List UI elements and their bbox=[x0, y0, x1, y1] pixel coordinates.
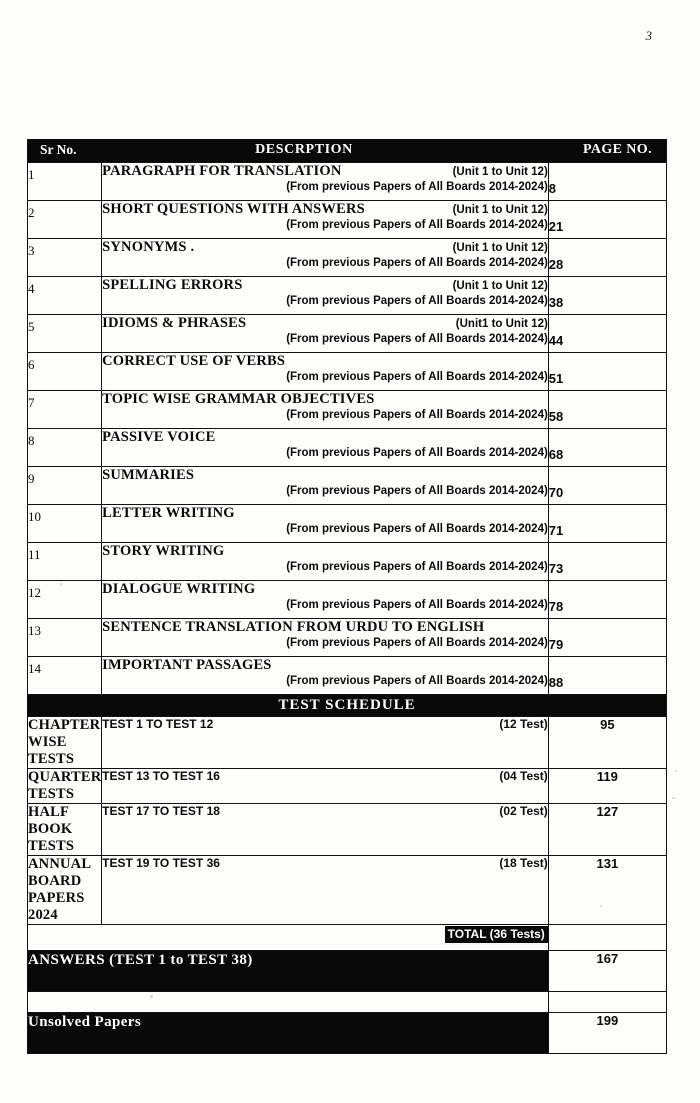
row-description-line1 bbox=[102, 619, 548, 636]
test-range-cell bbox=[102, 856, 549, 925]
row-sr-no-cell bbox=[28, 391, 102, 429]
test-count: (04 Test) bbox=[499, 769, 548, 783]
header-bar bbox=[28, 140, 666, 162]
test-schedule-band-row bbox=[28, 695, 667, 717]
test-range-inner bbox=[102, 769, 548, 783]
row-page-number: 70 bbox=[548, 485, 564, 500]
row-source-note: (From previous Papers of All Boards 2014-2024) bbox=[286, 181, 548, 193]
test-range: TEST 1 TO TEST 12 bbox=[102, 717, 214, 731]
row-description-cell bbox=[102, 657, 549, 695]
row-sr-no: 6 bbox=[28, 357, 35, 372]
row-title: PARAGRAPH FOR TRANSLATION bbox=[102, 163, 342, 179]
row-title: IMPORTANT PASSAGES bbox=[102, 657, 272, 673]
row-page-cell bbox=[548, 201, 666, 239]
test-range-cell bbox=[102, 804, 549, 856]
row-page-cell bbox=[548, 429, 666, 467]
row-page-number: 38 bbox=[548, 295, 564, 310]
row-unit-range: (Unit 1 to Unit 12) bbox=[452, 242, 548, 254]
table-row bbox=[28, 467, 667, 505]
total-cell bbox=[28, 925, 549, 951]
table-row bbox=[28, 429, 667, 467]
table-row bbox=[28, 201, 667, 239]
row-description-line1 bbox=[102, 163, 548, 180]
row-unit-range: (Unit 1 to Unit 12) bbox=[452, 166, 548, 178]
total-badge: TOTAL (36 Tests) bbox=[445, 926, 548, 943]
contents-rows bbox=[28, 163, 667, 695]
row-sr-no-cell bbox=[28, 505, 102, 543]
row-sr-no-cell bbox=[28, 315, 102, 353]
row-page-number: 51 bbox=[548, 371, 564, 386]
row-source-note: (From previous Papers of All Boards 2014-2024) bbox=[286, 485, 548, 497]
row-description-line1 bbox=[102, 429, 548, 446]
table-row bbox=[28, 505, 667, 543]
test-range-cell bbox=[102, 717, 549, 769]
row-sr-no: 5 bbox=[28, 319, 35, 334]
unsolved-label-cell bbox=[28, 1013, 549, 1054]
row-description-line1 bbox=[102, 505, 548, 522]
test-count: (12 Test) bbox=[499, 717, 548, 731]
test-count: (02 Test) bbox=[499, 804, 548, 818]
row-description-line1 bbox=[102, 391, 548, 408]
row-description-line1 bbox=[102, 581, 548, 598]
row-page-number: 71 bbox=[548, 523, 564, 538]
row-title: CORRECT USE OF VERBS bbox=[102, 353, 286, 369]
test-schedule-band: TEST SCHEDULE bbox=[28, 695, 666, 716]
row-page-number: 78 bbox=[548, 599, 564, 614]
row-description-line1 bbox=[102, 543, 548, 560]
row-description-cell bbox=[102, 163, 549, 201]
row-sr-no-cell bbox=[28, 543, 102, 581]
row-page-number: 73 bbox=[548, 561, 564, 576]
unsolved-papers-row bbox=[28, 1013, 667, 1054]
test-page-number: 131 bbox=[548, 856, 666, 925]
row-title: SHORT QUESTIONS WITH ANSWERS bbox=[102, 201, 365, 217]
row-description-cell bbox=[102, 277, 549, 315]
row-description-cell bbox=[102, 505, 549, 543]
test-range-cell bbox=[102, 769, 549, 804]
row-page-cell bbox=[548, 581, 666, 619]
row-sr-no: 12 bbox=[28, 585, 41, 600]
row-sr-no: 14 bbox=[28, 661, 41, 676]
row-description-line1 bbox=[102, 353, 548, 370]
row-sr-no: 11 bbox=[28, 547, 41, 562]
spacer-page-cell bbox=[548, 992, 666, 1013]
spacer-cell bbox=[28, 992, 549, 1013]
row-title: STORY WRITING bbox=[102, 543, 225, 559]
row-unit-range: (Unit1 to Unit 12) bbox=[455, 318, 548, 330]
test-schedule-rows bbox=[28, 717, 667, 925]
row-page-cell bbox=[548, 505, 666, 543]
table-row bbox=[28, 163, 667, 201]
table-row bbox=[28, 391, 667, 429]
test-name-cell: CHAPTER WISE TESTS bbox=[28, 717, 101, 767]
test-range-inner bbox=[102, 804, 548, 818]
row-description-cell bbox=[102, 201, 549, 239]
page-number: 3 bbox=[645, 28, 652, 43]
row-description-cell bbox=[102, 467, 549, 505]
row-page-cell bbox=[548, 353, 666, 391]
row-title: PASSIVE VOICE bbox=[102, 429, 216, 445]
row-page-number: 8 bbox=[548, 181, 557, 196]
row-sr-no: 8 bbox=[28, 433, 35, 448]
test-page-number: 119 bbox=[548, 769, 666, 804]
row-source-note: (From previous Papers of All Boards 2014-2024) bbox=[286, 447, 548, 459]
test-schedule-row bbox=[28, 769, 667, 804]
row-description-line1 bbox=[102, 239, 548, 256]
row-source-note: (From previous Papers of All Boards 2014-2024) bbox=[286, 523, 548, 535]
row-source-note: (From previous Papers of All Boards 2014-2024) bbox=[286, 371, 548, 383]
row-page-number: 44 bbox=[548, 333, 564, 348]
row-sr-no-cell bbox=[28, 277, 102, 315]
row-title: SENTENCE TRANSLATION FROM URDU TO ENGLISH bbox=[102, 619, 485, 635]
test-range: TEST 13 TO TEST 16 bbox=[102, 769, 220, 783]
answers-row bbox=[28, 951, 667, 992]
table-row bbox=[28, 277, 667, 315]
row-description-cell bbox=[102, 353, 549, 391]
test-schedule-row bbox=[28, 856, 667, 925]
test-name-cell: ANNUAL BOARD PAPERS 2024 bbox=[28, 856, 102, 925]
row-sr-no: 1 bbox=[28, 167, 35, 182]
row-page-number: 88 bbox=[548, 675, 564, 690]
row-page-cell bbox=[548, 163, 666, 201]
row-description-cell bbox=[102, 315, 549, 353]
row-source-note: (From previous Papers of All Boards 2014-2024) bbox=[286, 599, 548, 611]
row-source-note: (From previous Papers of All Boards 2014-2024) bbox=[286, 257, 548, 269]
table-row bbox=[28, 239, 667, 277]
test-range: TEST 17 TO TEST 18 bbox=[102, 804, 220, 818]
row-title: SUMMARIES bbox=[102, 467, 195, 483]
row-sr-no: 10 bbox=[28, 509, 41, 524]
test-schedule-row bbox=[28, 717, 667, 769]
test-page-number: 127 bbox=[548, 804, 666, 856]
answers-label: ANSWERS (TEST 1 to TEST 38) bbox=[28, 952, 253, 968]
row-description-cell bbox=[102, 543, 549, 581]
row-page-cell bbox=[548, 467, 666, 505]
row-description-cell bbox=[102, 619, 549, 657]
row-source-note: (From previous Papers of All Boards 2014-2024) bbox=[286, 637, 548, 649]
row-page-cell bbox=[548, 657, 666, 695]
row-page-number: 58 bbox=[548, 409, 564, 424]
row-sr-no: 3 bbox=[28, 243, 35, 258]
row-page-cell bbox=[548, 315, 666, 353]
row-title: SYNONYMS . bbox=[102, 239, 195, 255]
row-page-number: 28 bbox=[548, 257, 564, 272]
row-sr-no: 4 bbox=[28, 281, 35, 296]
row-page-cell bbox=[548, 239, 666, 277]
spacer-row bbox=[28, 992, 667, 1013]
row-sr-no: 13 bbox=[28, 623, 41, 638]
row-sr-no: 2 bbox=[28, 205, 35, 220]
row-sr-no-cell bbox=[28, 581, 102, 619]
contents-table bbox=[27, 139, 667, 1054]
row-unit-range: (Unit 1 to Unit 12) bbox=[452, 280, 548, 292]
table-row bbox=[28, 581, 667, 619]
test-range-inner bbox=[102, 856, 548, 870]
row-sr-no-cell bbox=[28, 657, 102, 695]
table-row bbox=[28, 657, 667, 695]
test-schedule-row bbox=[28, 804, 667, 856]
test-name-cell: QUARTER TESTS bbox=[28, 769, 102, 802]
answers-label-cell bbox=[28, 951, 549, 992]
unsolved-page: 199 bbox=[548, 1013, 666, 1054]
row-title: IDIOMS & PHRASES bbox=[102, 315, 247, 331]
answers-page: 167 bbox=[548, 951, 666, 992]
row-description-cell bbox=[102, 581, 549, 619]
row-title: DIALOGUE WRITING bbox=[102, 581, 256, 597]
row-sr-no-cell bbox=[28, 239, 102, 277]
header-description: DESCRPTION bbox=[255, 142, 353, 157]
row-source-note: (From previous Papers of All Boards 2014-2024) bbox=[286, 561, 548, 573]
row-source-note: (From previous Papers of All Boards 2014-2024) bbox=[286, 333, 548, 345]
row-page-cell bbox=[548, 277, 666, 315]
row-title: LETTER WRITING bbox=[102, 505, 235, 521]
row-description-line1 bbox=[102, 657, 548, 674]
row-sr-no-cell bbox=[28, 467, 102, 505]
row-page-cell bbox=[548, 619, 666, 657]
total-page-cell bbox=[548, 925, 666, 951]
unsolved-label: Unsolved Papers bbox=[28, 1014, 142, 1030]
row-description-line1 bbox=[102, 201, 548, 218]
table-row bbox=[28, 543, 667, 581]
test-page-number: 95 bbox=[548, 717, 666, 769]
row-source-note: (From previous Papers of All Boards 2014-2024) bbox=[286, 295, 548, 307]
test-name-cell: HALF BOOK TESTS bbox=[28, 804, 102, 856]
row-title: SPELLING ERRORS bbox=[102, 277, 243, 293]
row-sr-no-cell bbox=[28, 619, 102, 657]
table-header-row bbox=[28, 140, 667, 163]
row-page-number: 79 bbox=[548, 637, 564, 652]
table-row bbox=[28, 619, 667, 657]
row-sr-no-cell bbox=[28, 353, 102, 391]
row-description-line1 bbox=[102, 315, 548, 332]
header-sr-no: Sr No. bbox=[40, 142, 77, 157]
row-page-number: 21 bbox=[548, 219, 564, 234]
row-description-cell bbox=[102, 239, 549, 277]
row-description-cell bbox=[102, 429, 549, 467]
test-range-inner bbox=[102, 717, 548, 731]
row-source-note: (From previous Papers of All Boards 2014-2024) bbox=[286, 675, 548, 687]
row-sr-no-cell bbox=[28, 163, 102, 201]
row-page-cell bbox=[548, 391, 666, 429]
row-unit-range: (Unit 1 to Unit 12) bbox=[452, 204, 548, 216]
row-source-note: (From previous Papers of All Boards 2014-2024) bbox=[286, 409, 548, 421]
contents-table-wrapper bbox=[27, 139, 667, 1054]
test-count: (18 Test) bbox=[499, 856, 548, 870]
row-description-cell bbox=[102, 391, 549, 429]
test-range: TEST 19 TO TEST 36 bbox=[102, 856, 220, 870]
total-row bbox=[28, 925, 667, 951]
row-title: TOPIC WISE GRAMMAR OBJECTIVES bbox=[102, 391, 375, 407]
row-sr-no-cell bbox=[28, 429, 102, 467]
row-sr-no: 9 bbox=[28, 471, 35, 486]
row-sr-no: 7 bbox=[28, 395, 35, 410]
row-page-cell bbox=[548, 543, 666, 581]
row-description-line1 bbox=[102, 277, 548, 294]
row-description-line1 bbox=[102, 467, 548, 484]
row-source-note: (From previous Papers of All Boards 2014-2024) bbox=[286, 219, 548, 231]
table-row bbox=[28, 353, 667, 391]
row-page-number: 68 bbox=[548, 447, 564, 462]
row-sr-no-cell bbox=[28, 201, 102, 239]
header-page-no: PAGE NO. bbox=[582, 142, 652, 157]
table-row bbox=[28, 315, 667, 353]
